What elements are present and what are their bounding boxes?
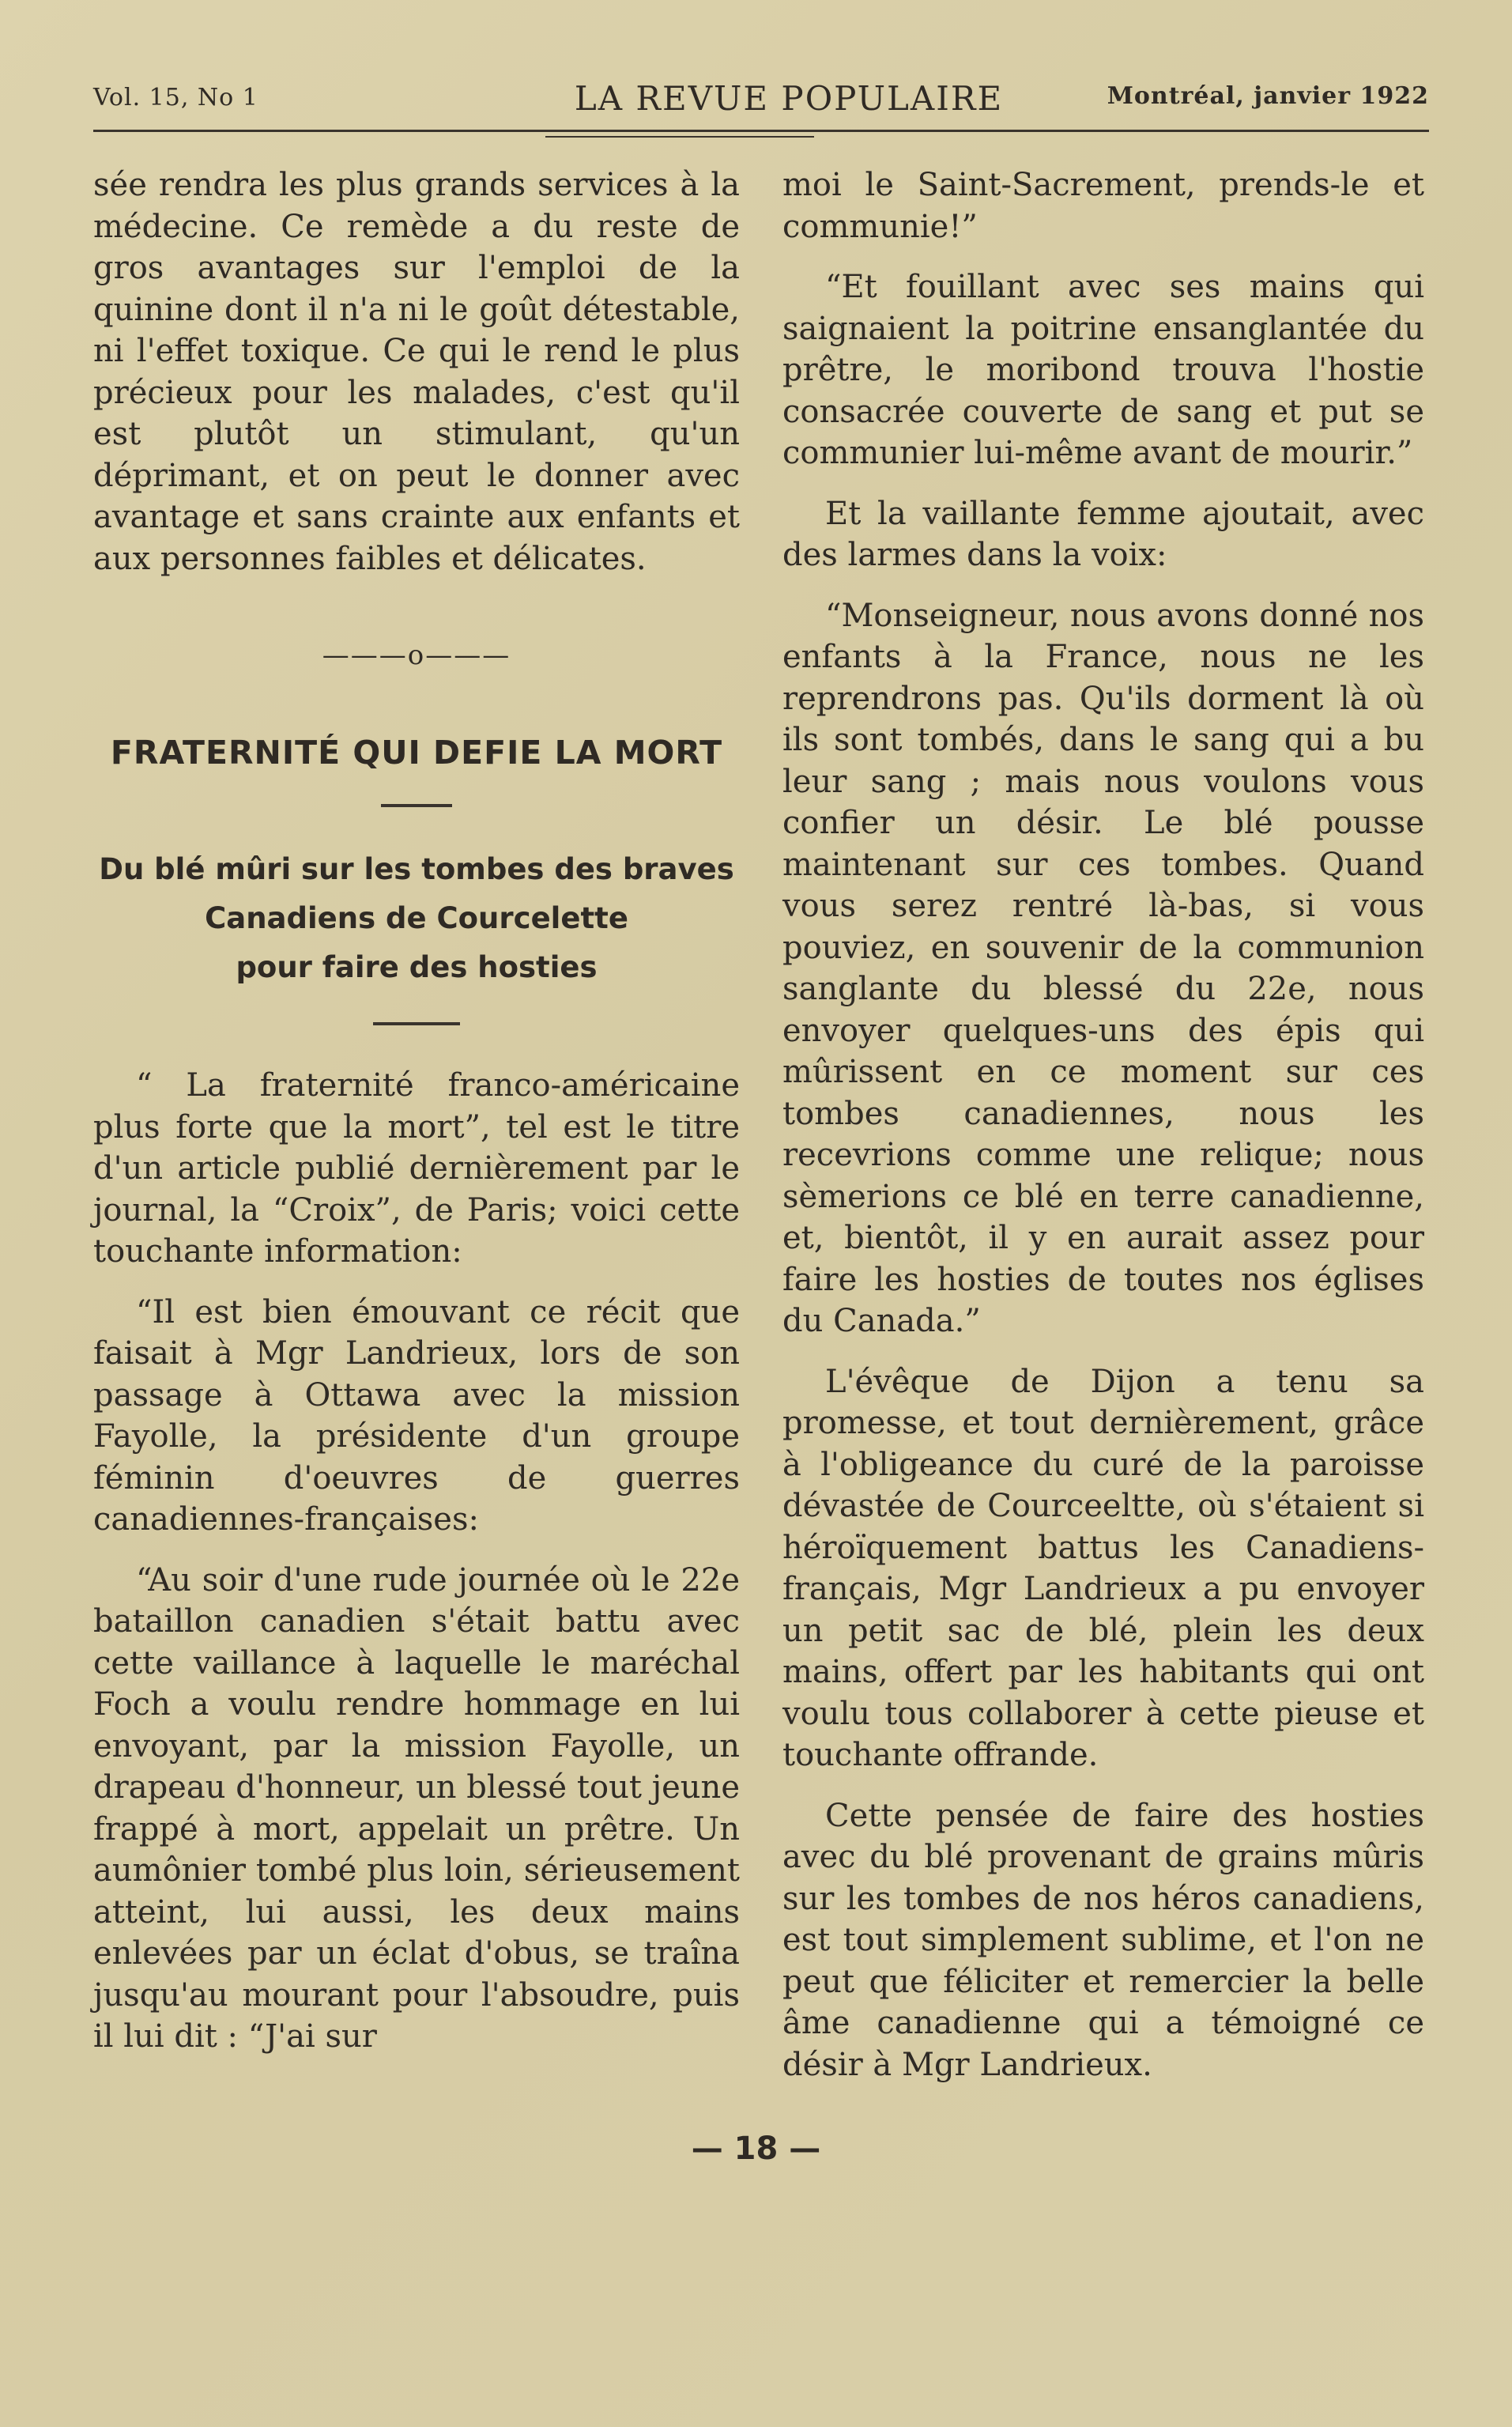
article-paragraph: “Et fouillant avec ses mains qui saignaient la poitrine ensanglantée du prêtre, le moribond trouva l'hostie consacrée couverte de sang et put se communier lui-même avant de mourir.”	[782, 269, 1424, 471]
article-paragraph: “Il est bien émouvant ce récit que faisait à Mgr Landrieux, lors de son passage à Ottawa avec la mission Fayolle, la présidente d'un groupe féminin d'oeuvres de guerres canadiennes-françaises:	[93, 1293, 740, 1538]
header-rule-short	[545, 136, 814, 138]
publication-title: LA REVUE POPULAIRE	[574, 79, 1004, 118]
article-paragraph: “ La fraternité franco-américaine plus forte que la mort”, tel est le titre d'un article publié dernièrement par le journal, la “Croix”, de Paris; voici cette touchante information:	[93, 1067, 740, 1270]
section-divider: ———o———	[322, 640, 511, 671]
article-subtitle-line-1: Du blé mûri sur les tombes des braves	[99, 852, 734, 886]
article-paragraph: Et la vaillante femme ajoutait, avec des larmes dans la voix:	[782, 495, 1424, 573]
page-number: — 18 —	[691, 2131, 821, 2167]
page-header	[93, 79, 1429, 119]
article-paragraph: “Au soir d'une rude journée où le 22e bataillon canadien s'était battu avec cette vaillance à laquelle le maréchal Foch a voulu rendre hommage en lui envoyant, par la mission Fayolle, un drapeau d'honneur, un blessé tout jeune frappé à mort, appelait un prêtre. Un aumônier tombé plus loin, sérieusement atteint, lui aussi, les deux mains enlevées par un éclat d'obus, se traîna jusqu'au mourant pour l'absoudre, puis il lui dit : “J'ai sur	[93, 1561, 740, 2055]
issue-date: Montréal, janvier 1922	[1107, 82, 1429, 110]
subtitle-rule	[373, 1022, 460, 1025]
article-subtitle	[93, 845, 740, 992]
left-column	[93, 164, 740, 2077]
continued-paragraph: sée rendra les plus grands services à la médecine. Ce remède a du reste de gros avantages sur l'emploi de la quinine dont il n'a ni le goût détestable, ni l'effet toxique. Ce qui le rend le plus précieux pour les malades, c'est qu'il est plutôt un stimulant, qu'un déprimant, et on peut le donner avec avantage et sans crainte aux enfants et aux personnes faibles et délicates.	[93, 167, 740, 577]
title-rule	[381, 804, 452, 807]
volume-number: Vol. 15, No 1	[93, 84, 258, 111]
article-paragraph: moi le Saint-Sacrement, prends-le et communie!”	[782, 167, 1424, 245]
header-rule	[93, 130, 1429, 132]
article-subtitle-line-2: Canadiens de Courcelette	[205, 901, 628, 935]
article-paragraph: L'évêque de Dijon a tenu sa promesse, et tout dernièrement, grâce à l'obligeance du curé de la paroisse dévastée de Courceeltte, où s'étaient si héroïquement battus les Canadiens-français, Mgr Landrieux a pu envoyer un petit sac de blé, plein les deux mains, offert par les habitants qui ont voulu tous collaborer à cette pieuse et touchante offrande.	[782, 1363, 1424, 1773]
article-title: FRATERNITÉ QUI DEFIE LA MORT	[110, 734, 723, 772]
article-paragraph: “Monseigneur, nous avons donné nos enfants à la France, nous ne les reprendrons pas. Qu'ils dorment là où ils sont tombés, dans le sang qui a bu leur sang ; mais nous voulons vous confier un désir. Le blé pousse maintenant sur ces tombes. Quand vous serez rentré là-bas, si vous pouviez, en souvenir de la communion sanglante du blessé du 22e, nous envoyer quelques-uns des épis qui mûrissent en ce moment sur ces tombes canadiennes, nous les recevrions comme une relique; nous sèmerions ce blé en terre canadienne, et, bientôt, il y en aurait assez pour faire les hosties de toutes nos églises du Canada.”	[782, 597, 1424, 1339]
article-paragraph: Cette pensée de faire des hosties avec du blé provenant de grains mûris sur les tombes de nos héros canadiens, est tout simplement sublime, et l'on ne peut que féliciter et remercier la belle âme canadienne qui a témoigné ce désir à Mgr Landrieux.	[782, 1797, 1424, 2083]
article-subtitle-line-3: pour faire des hosties	[236, 950, 598, 984]
right-column	[782, 164, 1424, 2104]
